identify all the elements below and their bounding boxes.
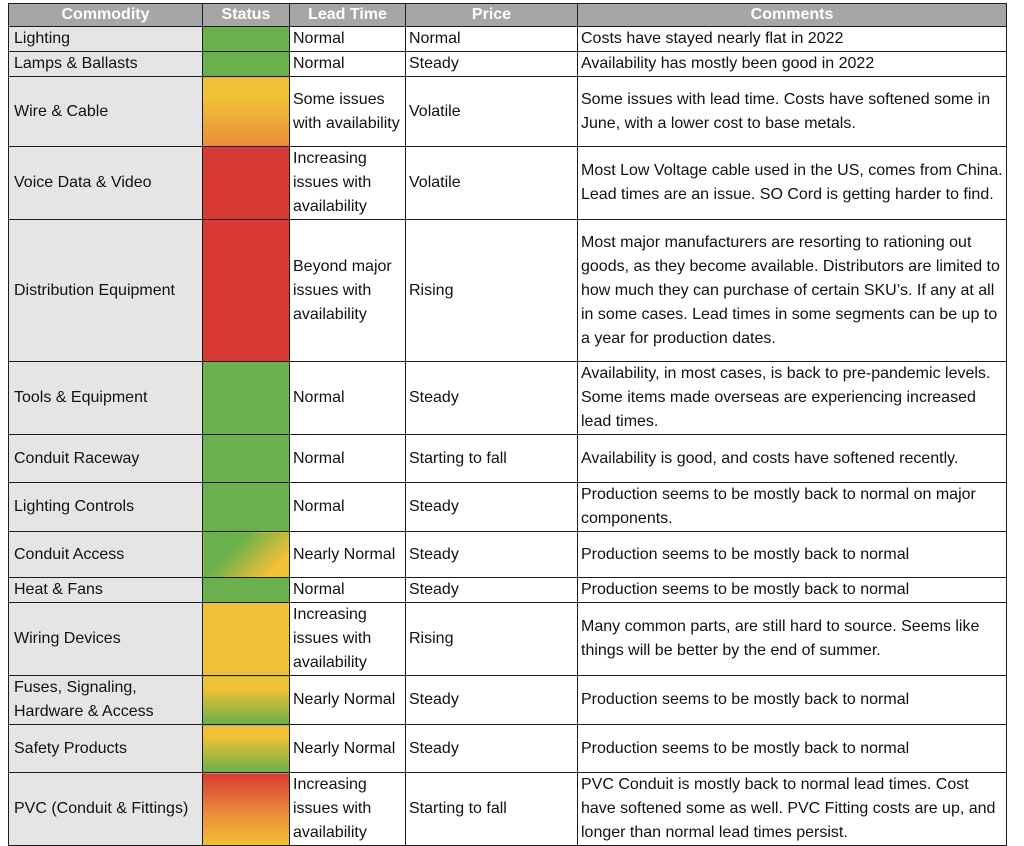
table-row (9, 27, 1007, 52)
comments-cell: Production seems to be mostly back to normal (578, 532, 1007, 578)
comments-cell: Production seems to be mostly back to normal (578, 676, 1007, 725)
price-cell: Steady (406, 725, 578, 773)
commodity-cell: Wire & Cable (9, 77, 203, 147)
price-cell: Rising (406, 220, 578, 362)
lead-time-cell: Normal (290, 27, 406, 52)
comments-cell: Costs have stayed nearly flat in 2022 (578, 27, 1007, 52)
lead-time-cell: Nearly Normal (290, 725, 406, 773)
price-cell: Steady (406, 52, 578, 77)
commodity-cell: Lamps & Ballasts (9, 52, 203, 77)
commodity-cell: PVC (Conduit & Fittings) (9, 773, 203, 846)
commodity-cell: Distribution Equipment (9, 220, 203, 362)
table-row (9, 52, 1007, 77)
comments-cell: Most Low Voltage cable used in the US, comes from China. Lead times are an issue. SO Cord is getting harder to find. (578, 147, 1007, 220)
table-row (9, 532, 1007, 578)
commodity-cell: Lighting (9, 27, 203, 52)
status-cell (203, 532, 290, 578)
header-lead-time: Lead Time (290, 4, 406, 27)
comments-cell: Availability, in most cases, is back to pre-pandemic levels. Some items made overseas are experiencing increased lead times. (578, 362, 1007, 435)
header-price: Price (406, 4, 578, 27)
status-cell (203, 147, 290, 220)
table-row (9, 578, 1007, 603)
comments-cell: Production seems to be mostly back to normal (578, 725, 1007, 773)
status-cell (203, 725, 290, 773)
table-row (9, 435, 1007, 483)
commodity-cell: Tools & Equipment (9, 362, 203, 435)
table-row (9, 676, 1007, 725)
lead-time-cell: Normal (290, 362, 406, 435)
price-cell: Starting to fall (406, 773, 578, 846)
commodity-cell: Lighting Controls (9, 483, 203, 532)
price-cell: Volatile (406, 147, 578, 220)
commodity-cell: Voice Data & Video (9, 147, 203, 220)
header-comments: Comments (578, 4, 1007, 27)
status-cell (203, 435, 290, 483)
commodity-cell: Safety Products (9, 725, 203, 773)
table-row (9, 603, 1007, 676)
lead-time-cell: Increasing issues with availability (290, 147, 406, 220)
status-cell (203, 676, 290, 725)
table-row (9, 362, 1007, 435)
table-row (9, 773, 1007, 846)
status-cell (203, 578, 290, 603)
price-cell: Steady (406, 532, 578, 578)
comments-cell: Availability is good, and costs have softened recently. (578, 435, 1007, 483)
status-cell (203, 27, 290, 52)
price-cell: Starting to fall (406, 435, 578, 483)
lead-time-cell: Beyond major issues with availability (290, 220, 406, 362)
status-cell (203, 362, 290, 435)
lead-time-cell: Normal (290, 435, 406, 483)
header-row (9, 4, 1007, 27)
table-body (9, 27, 1007, 846)
comments-cell: Most major manufacturers are resorting to rationing out goods, as they become available. Distributors are limited to how much they can purchase of certain SKU’s. If any at all in some cases. Lead times in some segments can be up to a year for production dates. (578, 220, 1007, 362)
price-cell: Steady (406, 578, 578, 603)
table-row (9, 483, 1007, 532)
commodity-cell: Conduit Access (9, 532, 203, 578)
lead-time-cell: Increasing issues with availability (290, 603, 406, 676)
status-cell (203, 220, 290, 362)
commodity-cell: Heat & Fans (9, 578, 203, 603)
comments-cell: Some issues with lead time. Costs have softened some in June, with a lower cost to base metals. (578, 77, 1007, 147)
status-cell (203, 483, 290, 532)
lead-time-cell: Nearly Normal (290, 532, 406, 578)
status-cell (203, 603, 290, 676)
comments-cell: PVC Conduit is mostly back to normal lead times. Cost have softened some as well. PVC Fitting costs are up, and longer than normal lead times persist. (578, 773, 1007, 846)
table-row (9, 220, 1007, 362)
commodity-cell: Conduit Raceway (9, 435, 203, 483)
price-cell: Steady (406, 483, 578, 532)
commodity-cell: Fuses, Signaling, Hardware & Access (9, 676, 203, 725)
status-cell (203, 77, 290, 147)
comments-cell: Many common parts, are still hard to source. Seems like things will be better by the end of summer. (578, 603, 1007, 676)
table-row (9, 725, 1007, 773)
price-cell: Steady (406, 362, 578, 435)
price-cell: Steady (406, 676, 578, 725)
commodity-status-table (8, 3, 1007, 846)
lead-time-cell: Nearly Normal (290, 676, 406, 725)
price-cell: Volatile (406, 77, 578, 147)
lead-time-cell: Increasing issues with availability (290, 773, 406, 846)
table-row (9, 147, 1007, 220)
table-row (9, 77, 1007, 147)
lead-time-cell: Normal (290, 52, 406, 77)
price-cell: Normal (406, 27, 578, 52)
lead-time-cell: Some issues with availability (290, 77, 406, 147)
status-cell (203, 52, 290, 77)
header-status: Status (203, 4, 290, 27)
header-commodity: Commodity (9, 4, 203, 27)
commodity-cell: Wiring Devices (9, 603, 203, 676)
price-cell: Rising (406, 603, 578, 676)
comments-cell: Availability has mostly been good in 2022 (578, 52, 1007, 77)
status-cell (203, 773, 290, 846)
lead-time-cell: Normal (290, 578, 406, 603)
comments-cell: Production seems to be mostly back to normal (578, 578, 1007, 603)
lead-time-cell: Normal (290, 483, 406, 532)
comments-cell: Production seems to be mostly back to normal on major components. (578, 483, 1007, 532)
